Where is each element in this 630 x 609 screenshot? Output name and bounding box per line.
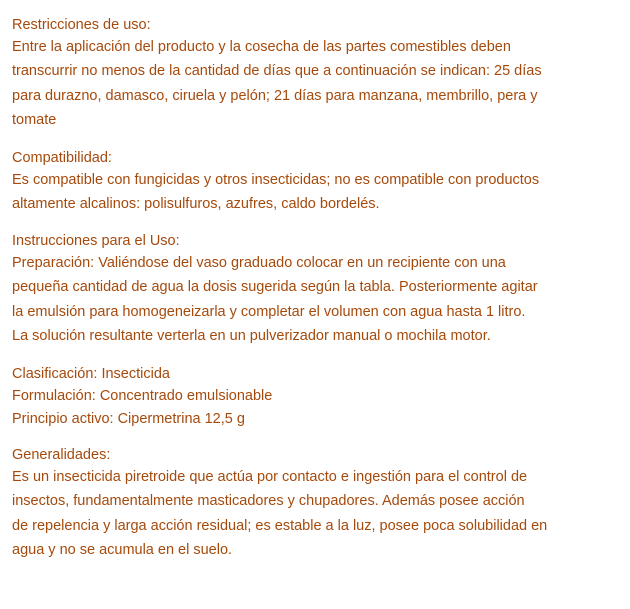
paragraph-line: Entre la aplicación del producto y la cosecha de las partes comestibles deben	[12, 39, 511, 55]
active-ingredient-line: Principio activo: Cipermetrina 12,5 g	[12, 410, 245, 427]
section-clasificacion	[12, 363, 622, 431]
paragraph-line: transcurrir no menos de la cantidad de días que a continuación se indican: 25 días	[12, 63, 542, 79]
paragraph-line: de repelencia y larga acción residual; es estable a la luz, posee poca solubilidad en	[12, 517, 548, 534]
section-heading: Compatibilidad:	[12, 149, 112, 166]
paragraph-line: La solución resultante verterla en un pulverizador manual o mochila motor.	[12, 328, 491, 344]
section-heading: Restricciones de uso:	[12, 17, 151, 33]
paragraph-line: la emulsión para homogeneizarla y completar el volumen con agua hasta 1 litro.	[12, 303, 526, 320]
classification-line: Clasificación: Insecticida	[12, 365, 170, 382]
section-compatibilidad	[12, 147, 622, 217]
section-heading: Generalidades:	[12, 447, 111, 463]
section-restricciones	[12, 14, 622, 133]
formulation-line: Formulación: Concentrado emulsionable	[12, 388, 273, 404]
paragraph-line: pequeña cantidad de agua la dosis sugerida según la tabla. Posteriormente agitar	[12, 279, 538, 295]
paragraph-line: Preparación: Valiéndose del vaso graduado colocar en un recipiente con una	[12, 255, 506, 271]
section-instrucciones	[12, 230, 622, 349]
paragraph-line: Es un insecticida piretroide que actúa por contacto e ingestión para el control de	[12, 469, 528, 485]
document-body	[12, 14, 622, 577]
section-generalidades	[12, 444, 622, 563]
paragraph-line: Es compatible con fungicidas y otros insecticidas; no es compatible con productos	[12, 171, 540, 188]
section-heading: Instrucciones para el Uso:	[12, 233, 180, 249]
paragraph-line: para durazno, damasco, ciruela y pelón; 21 días para manzana, membrillo, pera y	[12, 87, 538, 104]
paragraph-line: insectos, fundamentalmente masticadores y chupadores. Además posee acción	[12, 493, 525, 509]
paragraph-line: agua y no se acumula en el suelo.	[12, 542, 233, 558]
paragraph-line: tomate	[12, 112, 57, 128]
paragraph-line: altamente alcalinos: polisulfuros, azufres, caldo bordelés.	[12, 195, 380, 212]
